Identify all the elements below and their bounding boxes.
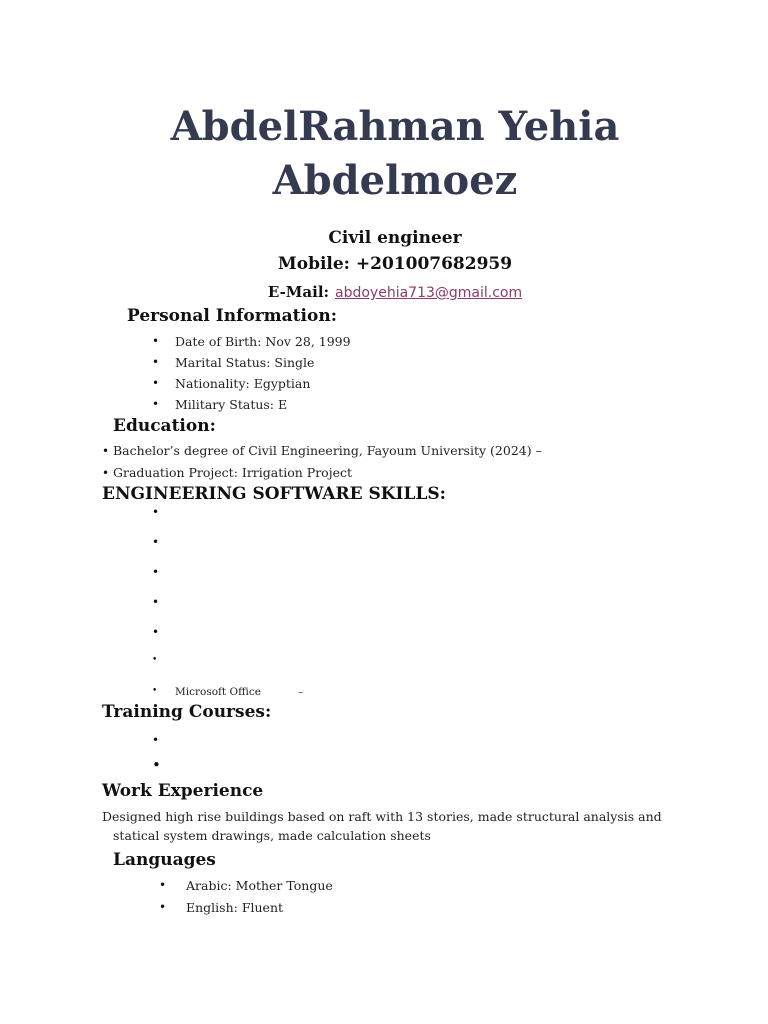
languages-heading: Languages [113,850,216,870]
language-english: English: Fluent [186,900,284,915]
email-line [0,282,768,302]
bullet-icon: • [152,733,160,747]
personal-item-nationality: Nationality: Egyptian [175,376,311,391]
bullet-icon: • [152,334,160,348]
candidate-name-line1: AbdelRahman Yehia [170,103,620,150]
bullet-icon: • [152,355,160,369]
bullet-icon: • [152,565,160,579]
mobile-number: +201007682959 [355,254,513,274]
email-link[interactable]: abdoyehia713@gmail.com [335,285,523,301]
work-experience-heading: Work Experience [102,781,264,801]
work-experience-line2: statical system drawings, made calculation sheets [113,828,431,843]
education-degree: Bachelor’s degree of Civil Engineering, Fayoum University (2024) – [113,443,542,458]
bullet-icon: • [152,535,160,549]
training-heading: Training Courses: [102,702,272,722]
software-item-ms-office: Microsoft Office [175,686,262,698]
mobile-line [0,254,768,274]
bullet-icon: • [159,878,167,892]
bullet-icon: • [152,625,160,639]
education-heading: Education: [113,416,216,436]
bullet-icon: • [152,756,161,774]
email-label: E-Mail: [267,283,330,301]
job-title: Civil engineer [328,228,462,248]
personal-item-dob: Date of Birth: Nov 28, 1999 [175,334,351,349]
bullet-icon: • [102,466,110,480]
software-item-dash: – [298,686,304,698]
bullet-icon: • [152,376,160,390]
personal-item-military: Military Status: E [175,397,288,412]
software-skills-heading: ENGINEERING SOFTWARE SKILLS: [102,484,446,504]
bullet-icon: • [152,655,158,665]
education-project: Graduation Project: Irrigation Project [113,465,353,480]
candidate-name-line2: Abdelmoez [272,157,518,204]
work-experience-line1: Designed high rise buildings based on raft with 13 stories, made structural analysis and [102,809,662,824]
personal-item-marital: Marital Status: Single [175,355,315,370]
bullet-icon: • [159,900,167,914]
bullet-icon: • [152,686,158,696]
language-arabic: Arabic: Mother Tongue [186,878,333,893]
bullet-icon: • [152,397,160,411]
personal-info-heading: Personal Information: [127,306,337,326]
mobile-label: Mobile: [277,254,350,274]
bullet-icon: • [102,444,110,458]
bullet-icon: • [152,505,160,519]
bullet-icon: • [152,595,160,609]
